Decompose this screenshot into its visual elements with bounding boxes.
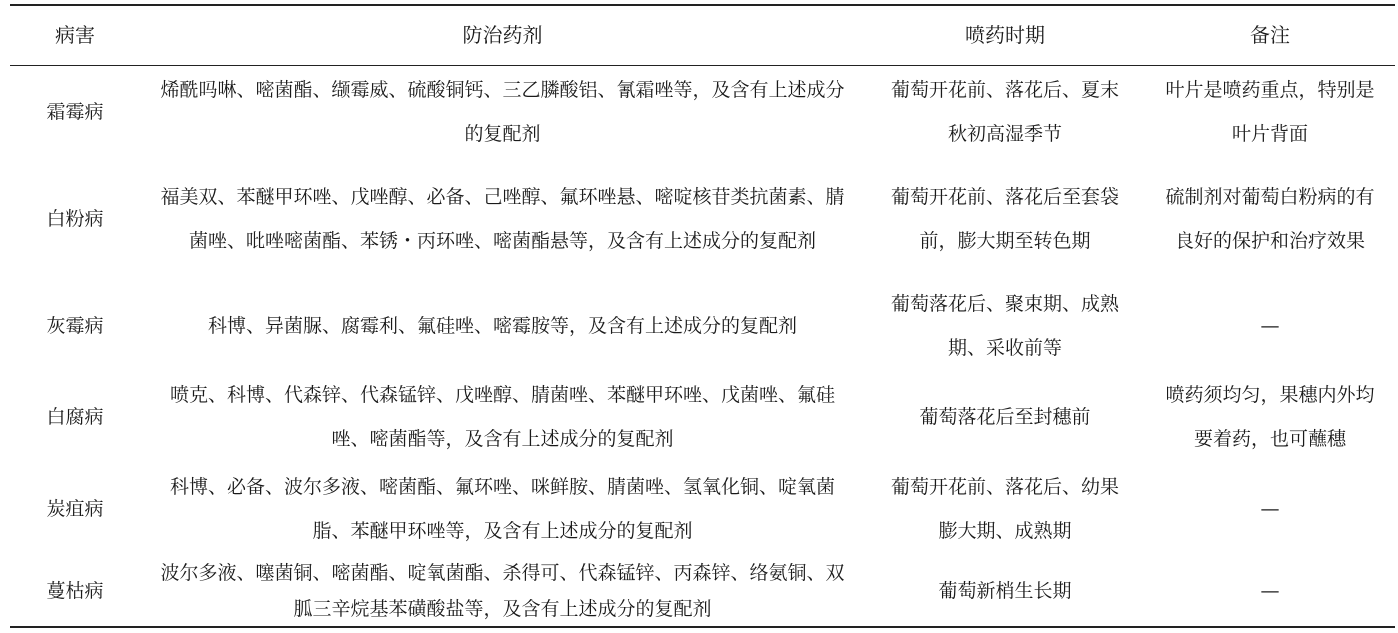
- table-row: [10, 555, 1395, 627]
- period-cell: 葡萄落花后至封穗前: [919, 406, 1091, 428]
- table-row: [10, 371, 1395, 463]
- disease-cell: 炭疽病: [46, 498, 104, 520]
- disease-cell: 蔓枯病: [46, 580, 104, 602]
- agents-cell: 喷克、科博、代森锌、代森锰锌、戊唑醇、腈菌唑、苯醚甲环唑、戊菌唑、氟硅唑、嘧菌酯等，及含有上述成分的复配剂: [169, 384, 835, 450]
- pesticide-table-container: [10, 4, 1395, 628]
- period-cell: 葡萄落花后、聚束期、成熟期、采收前等: [890, 292, 1119, 359]
- note-cell: —: [1260, 580, 1280, 602]
- agents-cell: 福美双、苯醚甲环唑、戊唑醇、必备、己唑醇、氟环唑悬、嘧啶核苷类抗菌素、腈菌唑、吡唑嘧菌酯、苯锈・丙环唑、嘧菌酯悬等，及含有上述成分的复配剂: [160, 185, 845, 252]
- note-cell: —: [1260, 498, 1280, 520]
- header-row: [10, 4, 1395, 66]
- note-cell: —: [1260, 314, 1280, 337]
- note-cell: 硫制剂对葡萄白粉病的有良好的保护和治疗效果: [1165, 185, 1375, 252]
- agents-cell: 科博、异菌脲、腐霉利、氟硅唑、嘧霉胺等，及含有上述成分的复配剂: [207, 314, 797, 337]
- disease-cell: 白腐病: [46, 406, 104, 428]
- agents-cell: 烯酰吗啉、嘧菌酯、缬霉威、硫酸铜钙、三乙膦酸铝、氰霜唑等，及含有上述成分的复配剂: [160, 78, 845, 145]
- header-agents: 防治药剂: [462, 23, 543, 47]
- period-cell: 葡萄开花前、落花后至套袋前，膨大期至转色期: [890, 185, 1119, 252]
- table-row: [10, 463, 1395, 555]
- agents-cell: 科博、必备、波尔多液、嘧菌酯、氟环唑、咪鲜胺、腈菌唑、氢氧化铜、啶氧菌脂、苯醚甲环唑等，及含有上述成分的复配剂: [169, 476, 835, 542]
- table-row: [10, 66, 1395, 157]
- table-row: [10, 280, 1395, 371]
- table-row: [10, 157, 1395, 280]
- disease-cell: 白粉病: [46, 207, 104, 230]
- header-note: 备注: [1250, 23, 1290, 47]
- header-period: 喷药时期: [965, 23, 1045, 47]
- period-cell: 葡萄新梢生长期: [938, 580, 1072, 602]
- grape-disease-control-table: [10, 4, 1395, 627]
- period-cell: 葡萄开花前、落花后、幼果膨大期、成熟期: [890, 476, 1119, 542]
- disease-cell: 霜霉病: [46, 100, 104, 123]
- note-cell: 叶片是喷药重点，特别是叶片背面: [1165, 78, 1375, 145]
- note-cell: 喷药须均匀，果穗内外均要着药，也可蘸穗: [1165, 384, 1375, 450]
- header-disease: 病害: [55, 23, 95, 47]
- agents-cell: 波尔多液、噻菌铜、嘧菌酯、啶氧菌酯、杀得可、代森锰锌、丙森锌、络氨铜、双胍三辛烷基苯磺酸盐等，及含有上述成分的复配剂: [160, 562, 845, 620]
- disease-cell: 灰霉病: [46, 314, 104, 337]
- period-cell: 葡萄开花前、落花后、夏末秋初高湿季节: [890, 78, 1119, 145]
